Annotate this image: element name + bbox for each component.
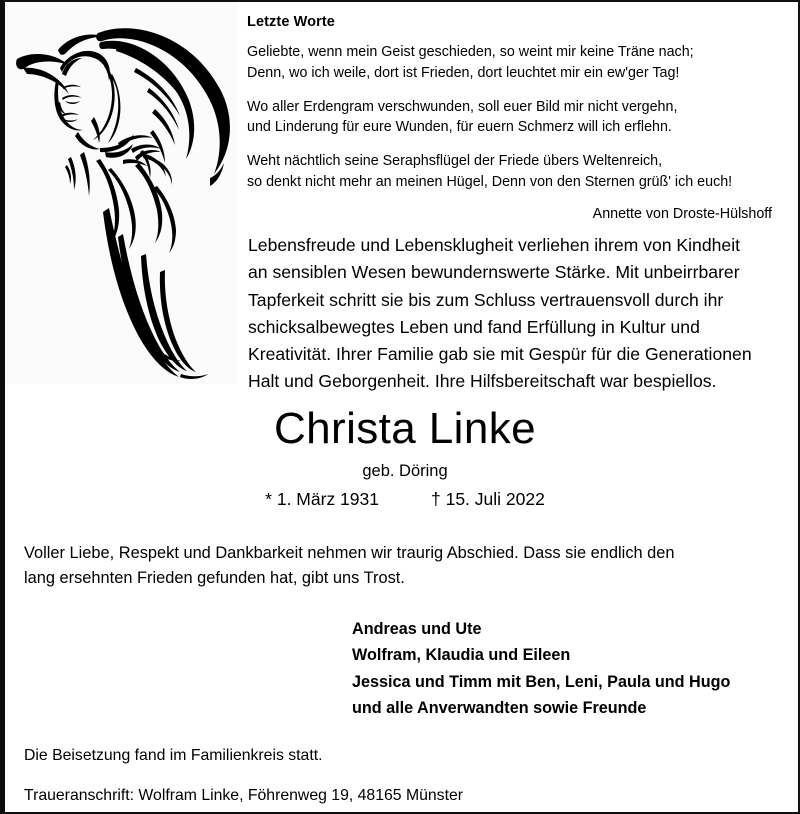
poem-stanza-1 <box>247 42 790 83</box>
poem-line: Weht nächtlich seine Seraphsflügel der Friede übers Weltenreich, <box>247 153 663 169</box>
eulogy-line: Lebensfreude und Lebensklugheit verliehen ihrem von Kindheit <box>248 235 740 255</box>
farewell-paragraph <box>24 541 784 592</box>
death-date: 15. Juli 2022 <box>445 488 545 509</box>
eulogy-line: an sensiblen Wesen bewundernswerte Stärke. Mit unbeirrbarer <box>248 262 740 283</box>
poem-author: Annette von Droste-Hülshoff <box>592 206 772 223</box>
farewell-line: lang ersehnten Frieden gefunden hat, gibt uns Trost. <box>24 569 405 588</box>
death-symbol: † <box>430 488 441 509</box>
angel-strokes <box>16 28 230 379</box>
mourner-line: Wolfram, Klaudia und Eileen <box>352 646 571 665</box>
burial-note: Die Beisetzung fand im Familienkreis statt. <box>24 747 323 764</box>
poem-block <box>245 13 790 222</box>
poem-line: und Linderung für eure Wunden, für euern Schmerz will ich erflehn. <box>247 119 672 136</box>
deceased-block <box>95 406 715 510</box>
poem-line: so denkt nicht mehr an meinen Hügel, Denn von den Sternen grüß' ich euch! <box>247 173 733 190</box>
farewell-line: Voller Liebe, Respekt und Dankbarkeit nehmen wir traurig Abschied. Dass sie endlich den <box>24 544 675 562</box>
mourning-address: Traueranschrift: Wolfram Linke, Föhrenweg 19, 48165 Münster <box>24 786 464 804</box>
poem-line: Geliebte, wenn mein Geist geschieden, so weint mir keine Träne nach; <box>247 44 694 61</box>
deceased-name: Christa Linke <box>274 404 536 453</box>
life-dates <box>95 489 715 510</box>
birth-date: 1. März 1931 <box>276 488 379 509</box>
angel-illustration <box>5 2 237 384</box>
maiden-name: geb. Döring <box>362 462 448 481</box>
poem-title: Letzte Worte <box>247 14 335 30</box>
birth-symbol: * <box>265 488 272 509</box>
eulogy-line: Kreativität. Ihrer Familie gab sie mit Gespür für die Generationen <box>248 344 752 365</box>
poem-stanza-3 <box>247 151 790 192</box>
poem-line: Denn, wo ich weile, dort ist Frieden, dort leuchtet mir ein ew'ger Tag! <box>247 64 680 81</box>
eulogy-line: Halt und Geborgenheit. Ihre Hilfsbereitschaft war bespiellos. <box>248 371 717 392</box>
poem-line: Wo aller Erdengram verschwunden, soll euer Bild mir nicht vergehn, <box>247 98 678 115</box>
mourner-line: und alle Anverwandten sowie Freunde <box>352 699 647 718</box>
eulogy-line: schicksalbewegtes Leben und fand Erfüllung in Kultur und <box>248 316 700 337</box>
mourners-block <box>352 616 730 722</box>
footer-block <box>24 744 784 807</box>
mourner-line: Andreas und Ute <box>352 620 482 638</box>
poem-stanza-2 <box>247 97 790 138</box>
mourner-line: Jessica und Timm mit Ben, Leni, Paula und Hugo <box>352 672 731 691</box>
eulogy-paragraph <box>248 232 800 396</box>
eulogy-line: Tapferkeit schritt sie bis zum Schluss vertrauensvoll durch ihr <box>248 289 724 310</box>
